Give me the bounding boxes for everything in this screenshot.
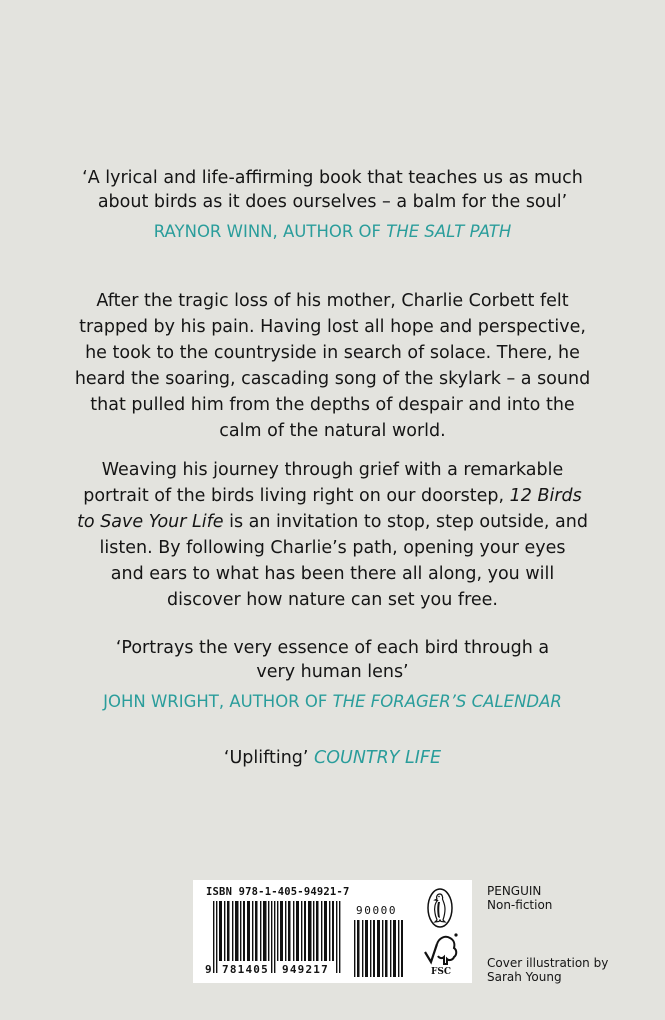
ean-digits-group2: 949217 <box>282 963 329 976</box>
quote-attribution <box>40 690 625 714</box>
blurb-line: discover how nature can set you free. <box>167 590 498 610</box>
quote-john-wright <box>40 636 625 714</box>
quote-text <box>40 636 625 684</box>
blurb-line: he took to the countryside in search of solace. There, he <box>85 343 580 363</box>
isbn-label: ISBN 978-1-405-94921-7 <box>206 886 350 898</box>
blurb-line: trapped by his pain. Having lost all hope and perspective, <box>79 317 586 337</box>
quote-text: ‘Uplifting’ <box>223 748 315 768</box>
blurb-line: Weaving his journey through grief with a remarkable <box>101 460 564 480</box>
ean-digits-group1: 781405 <box>222 963 269 976</box>
price-addon-barcode <box>354 920 404 977</box>
illustrator-name: Sarah Young <box>487 970 562 984</box>
attribution-book-title: THE FORAGER’S CALENDAR <box>332 692 562 711</box>
quote-source: COUNTRY LIFE <box>314 748 442 768</box>
blurb-line: calm of the natural world. <box>219 421 446 441</box>
book-title-inline: to Save Your Life <box>77 512 224 532</box>
quote-line: ‘Portrays the very essence of each bird through a <box>115 638 550 658</box>
cover-credit <box>487 956 608 984</box>
blurb-line: is an invitation to stop, step outside, and <box>223 512 588 532</box>
attribution-author: JOHN WRIGHT, AUTHOR OF <box>103 692 333 711</box>
penguin-logo-icon <box>427 888 453 928</box>
attribution-book-title: THE SALT PATH <box>386 222 512 241</box>
blurb-paragraph-1 <box>40 288 625 444</box>
barcode-panel <box>193 880 472 983</box>
quote-text <box>40 166 625 214</box>
blurb-paragraph-2 <box>40 457 625 613</box>
price-addon-digits: 90000 <box>356 904 398 917</box>
blurb-line: listen. By following Charlie’s path, opening your eyes <box>99 538 566 558</box>
credit-label: Cover illustration by <box>487 956 609 970</box>
fsc-label: FSC <box>430 967 452 976</box>
publisher-info <box>487 884 552 912</box>
blurb-line: portrait of the birds living right on our doorstep, <box>83 486 510 506</box>
attribution-author: RAYNOR WINN, AUTHOR OF <box>153 222 387 241</box>
publisher-name: PENGUIN <box>487 884 542 898</box>
quote-line: about birds as it does ourselves – a balm for the soul’ <box>97 192 568 212</box>
book-category: Non-fiction <box>487 898 553 912</box>
fsc-tree-icon <box>423 932 459 976</box>
quote-line: very human lens’ <box>256 662 409 682</box>
quote-country-life <box>40 746 625 770</box>
quote-attribution <box>40 220 625 244</box>
blurb-line: and ears to what has been there all along, you will <box>110 564 555 584</box>
blurb-line: heard the soaring, cascading song of the skylark – a sound <box>74 369 591 389</box>
book-title-inline: 12 Birds <box>509 486 582 506</box>
ean-lead-digit: 9 <box>205 963 212 976</box>
blurb-line: After the tragic loss of his mother, Charlie Corbett felt <box>96 291 569 311</box>
quote-line: ‘A lyrical and life-affirming book that teaches us as much <box>82 168 583 188</box>
quote-raynor-winn <box>40 166 625 244</box>
blurb-line: that pulled him from the depths of despair and into the <box>90 395 575 415</box>
